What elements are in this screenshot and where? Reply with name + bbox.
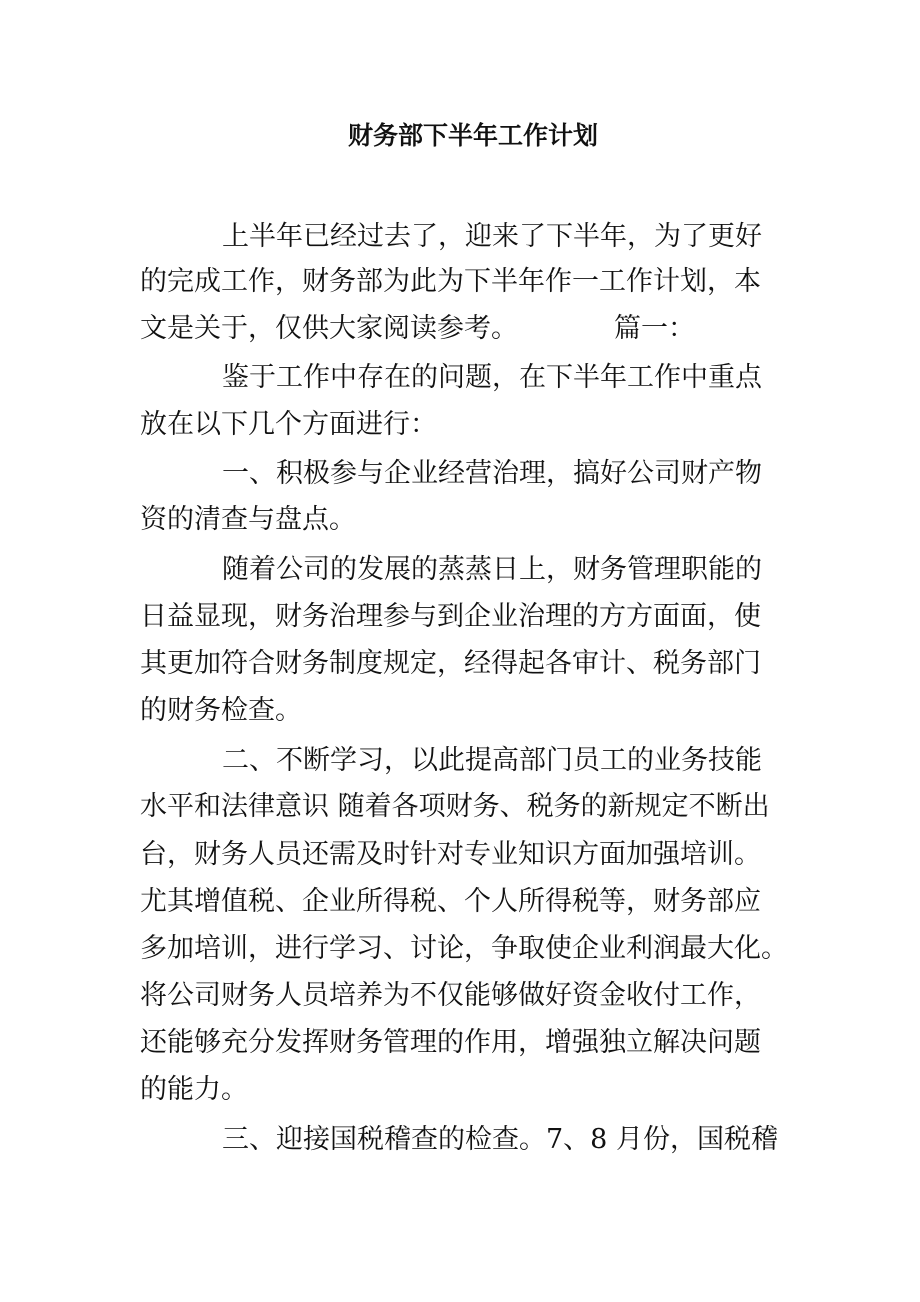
paragraph-line: 台，财务人员还需及时针对专业知识方面加强培训。 xyxy=(140,839,761,870)
paragraph-line: 其更加符合财务制度规定，经得起各审计、税务部门 xyxy=(140,648,761,679)
paragraph-line: 二、不断学习，以此提高部门员工的业务技能 xyxy=(222,745,762,776)
paragraph-line: 水平和法律意识 随着各项财务、税务的新规定不断出 xyxy=(140,791,770,822)
section-label: 篇一： xyxy=(614,313,695,344)
paragraph-line: 一、积极参与企业经营治理，搞好公司财产物 xyxy=(222,458,762,489)
paragraph-line: 尤其增值税、企业所得税、个人所得税等，财务部应 xyxy=(140,886,761,917)
paragraph-line: 日益显现，财务治理参与到企业治理的方方面面，使 xyxy=(140,601,761,632)
document-title: 财务部下半年工作计划 xyxy=(347,121,598,150)
paragraph-line: 还能够充分发挥财务管理的作用，增强独立解决问题 xyxy=(140,1027,761,1058)
paragraph-line: 的财务检查。 xyxy=(140,695,302,726)
paragraph-line: 将公司财务人员培养为不仅能够做好资金收付工作， xyxy=(140,980,761,1011)
paragraph-line: 上半年已经过去了，迎来了下半年，为了更好 xyxy=(222,221,762,252)
paragraph-line: 的完成工作，财务部为此为下半年作一工作计划，本 xyxy=(140,266,761,297)
paragraph-line: 鉴于工作中存在的问题，在下半年工作中重点 xyxy=(222,362,762,393)
paragraph-line: 放在以下几个方面进行： xyxy=(140,409,437,440)
paragraph-line-text: 文是关于，仅供大家阅读参考。 xyxy=(140,313,518,344)
paragraph-line: 的能力。 xyxy=(140,1074,248,1105)
paragraph-line: 多加培训，进行学习、讨论，争取使企业利润最大化。 xyxy=(140,933,788,964)
paragraph-line-with-section xyxy=(140,309,695,349)
paragraph-line: 资的清查与盘点。 xyxy=(140,504,356,535)
paragraph-line: 三、迎接国税稽查的检查。7、8 月份，国税稽 xyxy=(222,1124,778,1155)
paragraph-line: 随着公司的发展的蒸蒸日上，财务管理职能的 xyxy=(222,554,762,585)
